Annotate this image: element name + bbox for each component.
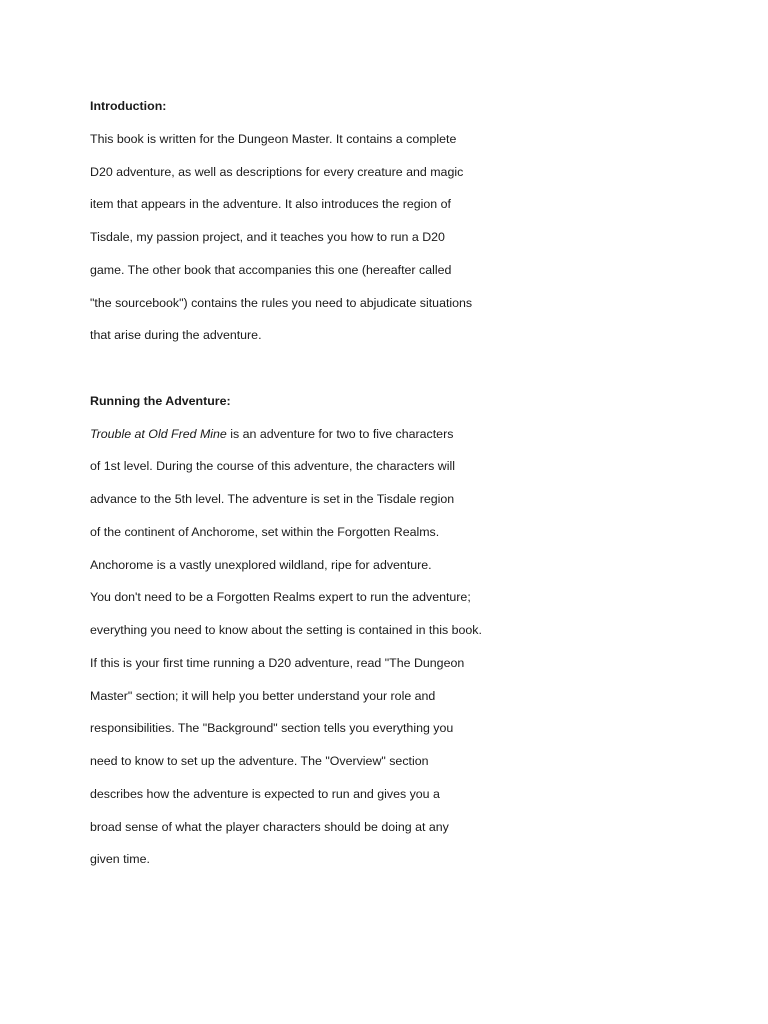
introduction-line: Tisdale, my passion project, and it teaches you how to run a D20	[90, 230, 445, 244]
running-adventure-line: You don't need to be a Forgotten Realms expert to run the adventure;	[90, 590, 471, 605]
document-body	[90, 90, 730, 876]
adventure-title-rest: is an adventure for two to five characters	[226, 426, 454, 441]
introduction-line: "the sourcebook") contains the rules you need to abjudicate situations	[90, 295, 473, 310]
adventure-title: Trouble at Old Fred Mine	[90, 426, 227, 441]
introduction-line: D20 adventure, as well as descriptions for every creature and magic	[90, 164, 464, 179]
running-adventure-line: describes how the adventure is expected to run and gives you a	[90, 786, 440, 801]
running-adventure-line	[90, 418, 730, 451]
running-adventure-line: given time.	[90, 852, 150, 867]
running-adventure-line: broad sense of what the player characters should be doing at any	[90, 819, 449, 834]
running-adventure-line: advance to the 5th level. The adventure is set in the Tisdale region	[90, 492, 455, 506]
introduction-line: This book is written for the Dungeon Master. It contains a complete	[90, 131, 457, 146]
introduction-line: that arise during the adventure.	[90, 328, 262, 343]
running-adventure-line: Anchorome is a vastly unexplored wildland, ripe for adventure.	[90, 557, 432, 572]
running-adventure-line: responsibilities. The "Background" section tells you everything you	[90, 721, 454, 736]
running-adventure-line: If this is your first time running a D20 adventure, read "The Dungeon	[90, 655, 465, 670]
running-adventure-line: of 1st level. During the course of this adventure, the characters will	[90, 459, 456, 474]
running-adventure-line: of the continent of Anchorome, set within the Forgotten Realms.	[90, 524, 440, 539]
running-adventure-heading: Running the Adventure:	[90, 393, 231, 408]
running-adventure-line: everything you need to know about the setting is contained in this book.	[90, 623, 482, 637]
running-adventure-line: Master" section; it will help you better understand your role and	[90, 688, 436, 703]
running-adventure-line: need to know to set up the adventure. The "Overview" section	[90, 754, 429, 768]
introduction-line: item that appears in the adventure. It also introduces the region of	[90, 197, 451, 212]
introduction-line: game. The other book that accompanies this one (hereafter called	[90, 262, 452, 277]
introduction-heading: Introduction:	[90, 99, 167, 113]
section-spacer	[90, 352, 730, 385]
